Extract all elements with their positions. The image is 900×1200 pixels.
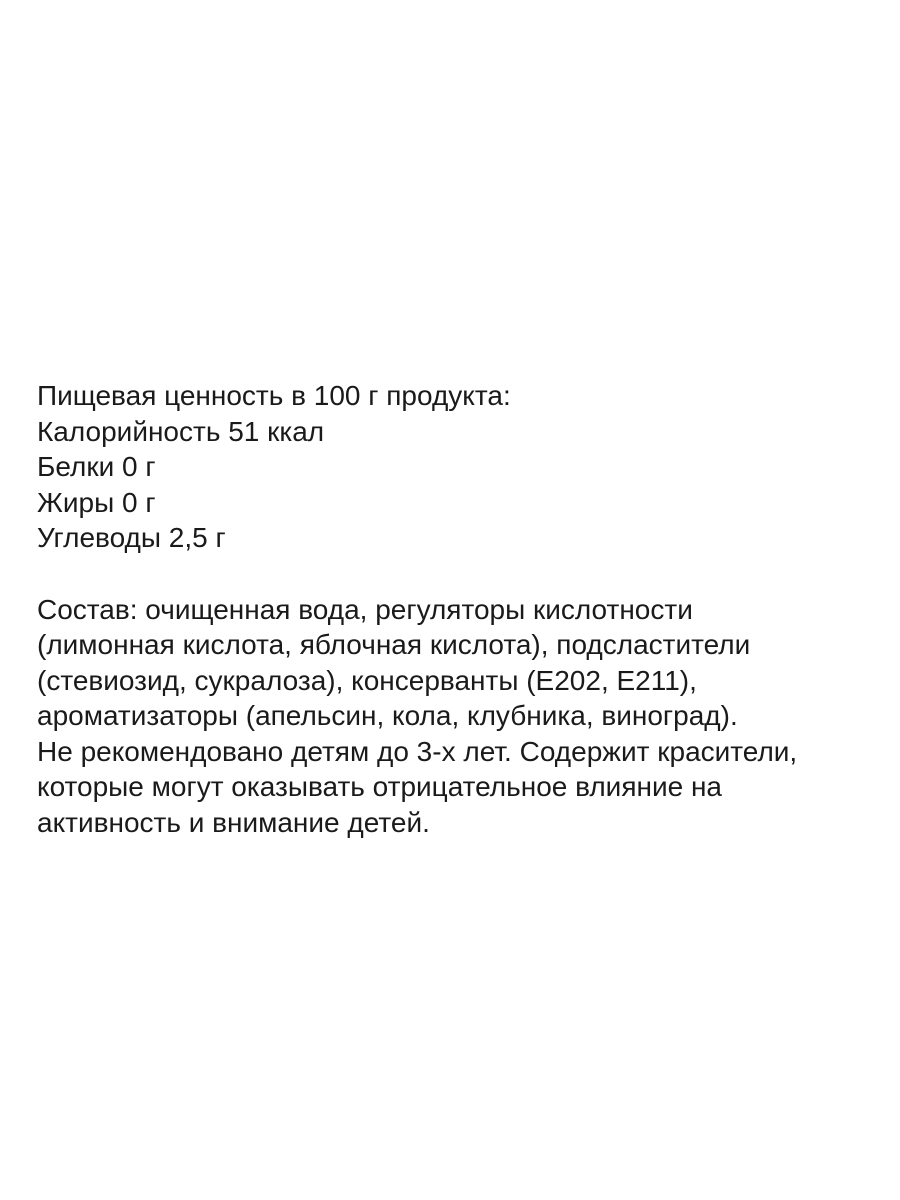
warning-line: которые могут оказывать отрицательное влияние на [37,771,722,802]
warning-line: активность и внимание детей. [37,806,430,838]
composition-line: (стевиозид, сукралоза), консерванты (E202, E211), [37,664,697,696]
product-info-text [37,378,877,840]
composition-line: (лимонная кислота, яблочная кислота), подсластители [37,629,751,660]
composition-line: ароматизаторы (апельсин, кола, клубника, виноград). [37,700,738,731]
composition-line: Состав: очищенная вода, регуляторы кислотности [37,593,693,625]
composition-block [37,592,877,841]
nutrition-heading: Пищевая ценность в 100 г продукта: [37,380,511,411]
fat-line: Жиры 0 г [37,486,156,518]
nutrition-facts-block [37,378,877,556]
protein-line: Белки 0 г [37,451,156,482]
carbohydrates-line: Углеводы 2,5 г [37,522,226,553]
calories-line: Калорийность 51 ккал [37,415,325,447]
warning-line: Не рекомендовано детям до 3-х лет. Содержит красители, [37,735,798,767]
